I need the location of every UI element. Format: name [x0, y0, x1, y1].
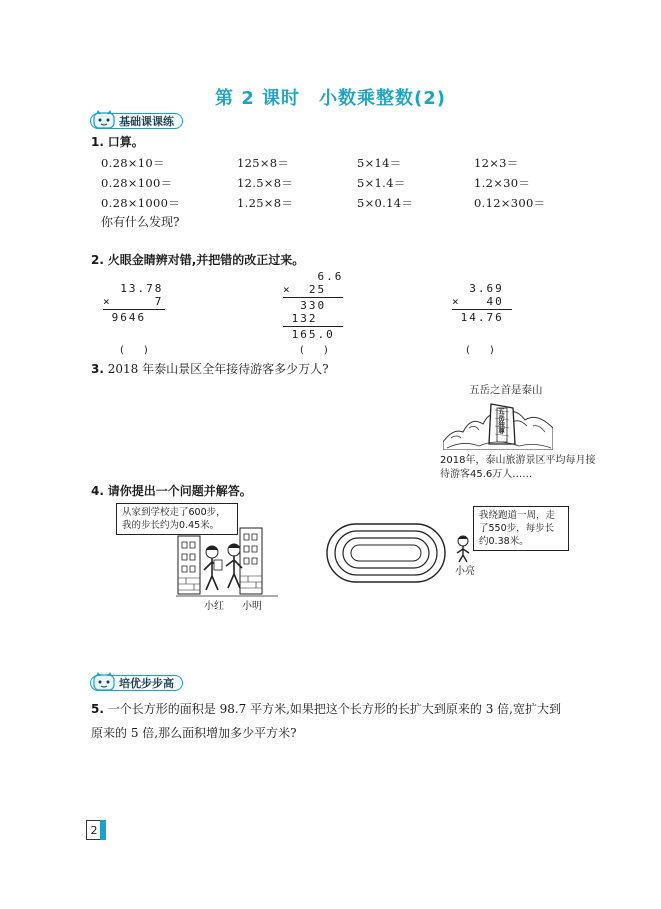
- calc-cell: 0.12×300＝: [474, 196, 546, 210]
- question-4: [91, 483, 252, 499]
- calc-line: × 7: [103, 295, 164, 308]
- calc-cell: 5×1.4＝: [357, 176, 406, 190]
- question-5: [91, 697, 569, 745]
- image-caption-top: 五岳之首是泰山: [469, 384, 543, 396]
- calc-line: × 40: [452, 295, 504, 308]
- question-text: 火眼金睛辨对错,并把错的改正过来。: [107, 253, 305, 267]
- question-text: 口算。: [107, 135, 144, 149]
- calc-cell: 125×8＝: [237, 156, 290, 170]
- speech-bubble-right: 我绕跑道一周，走了550步，每步长约0.38米。: [473, 506, 569, 551]
- calc-cell: 0.28×10＝: [101, 156, 165, 170]
- page-title: 第 2 课时 小数乘整数(2): [214, 88, 447, 109]
- page-number-accent: [100, 820, 106, 840]
- calc-cell: 1.25×8＝: [237, 196, 294, 210]
- stone-inscription: 五岳独尊: [497, 408, 505, 434]
- name-label: 小红: [204, 601, 224, 612]
- image-caption-bottom: 2018年，泰山旅游景区平均每月接待游客45.6万人……: [440, 455, 596, 480]
- question-number: 1.: [91, 135, 104, 149]
- page-number: 2: [86, 820, 102, 840]
- calc-line: 330: [283, 299, 327, 312]
- calc-line: 14.76: [452, 311, 504, 324]
- answer-blank[interactable]: ( ): [300, 345, 328, 356]
- calc-cell: 5×14＝: [357, 156, 402, 170]
- calc-cell: 1.2×30＝: [474, 176, 531, 190]
- question-number: 5.: [91, 702, 104, 716]
- calc-line: 13.78: [103, 282, 164, 295]
- question-text: 一个长方形的面积是 98.7 平方米,如果把这个长方形的长扩大到原来的 3 倍,宽扩大到原来的 5 倍,那么面积增加多少平方米?: [91, 702, 561, 740]
- question-text: 2018 年泰山景区全年接待游客多少万人?: [107, 362, 329, 376]
- vertical-calc-2: [283, 270, 353, 341]
- mascot-icon: [93, 110, 115, 130]
- calc-line: 165.0: [283, 328, 335, 341]
- section-tag-basic: [90, 112, 183, 130]
- calc-line: 132: [283, 312, 318, 325]
- vertical-calc-3: [452, 282, 522, 324]
- calc-cell: 5×0.14＝: [357, 196, 414, 210]
- question-number: 2.: [91, 253, 104, 267]
- question-3: [91, 361, 329, 377]
- vertical-calc-1: [103, 282, 173, 324]
- name-label: 小明: [242, 601, 262, 612]
- running-track-icon: [326, 523, 446, 583]
- calc-line: × 25: [283, 283, 327, 296]
- school-scene-illustration: [176, 526, 278, 600]
- q1-followup: 你有什么发现?: [101, 215, 180, 229]
- calc-cell: 0.28×100＝: [101, 176, 173, 190]
- calc-line: 6.6: [283, 270, 344, 283]
- name-label: 小亮: [455, 566, 475, 577]
- calc-line: 3.69: [452, 282, 504, 295]
- calc-cell: 12×3＝: [474, 156, 519, 170]
- calc-cell: 0.28×1000＝: [101, 196, 181, 210]
- question-2: [91, 252, 304, 268]
- mascot-icon: [93, 672, 115, 692]
- calc-cell: 12.5×8＝: [237, 176, 294, 190]
- section-tag-advanced: [90, 674, 183, 692]
- question-text: 请你提出一个问题并解答。: [107, 484, 252, 498]
- question-number: 4.: [91, 484, 104, 498]
- speech-bubble-left: 从家到学校走了600步，我的步长约为0.45米。: [116, 503, 238, 535]
- child-icon: [452, 535, 474, 563]
- calc-line: 9646: [103, 311, 147, 324]
- answer-blank[interactable]: ( ): [466, 345, 494, 356]
- section-tag-label: 培优步步高: [119, 677, 174, 690]
- answer-blank[interactable]: ( ): [120, 345, 148, 356]
- question-1: [91, 134, 144, 150]
- question-number: 3.: [91, 362, 104, 376]
- section-tag-label: 基础课课练: [119, 115, 174, 128]
